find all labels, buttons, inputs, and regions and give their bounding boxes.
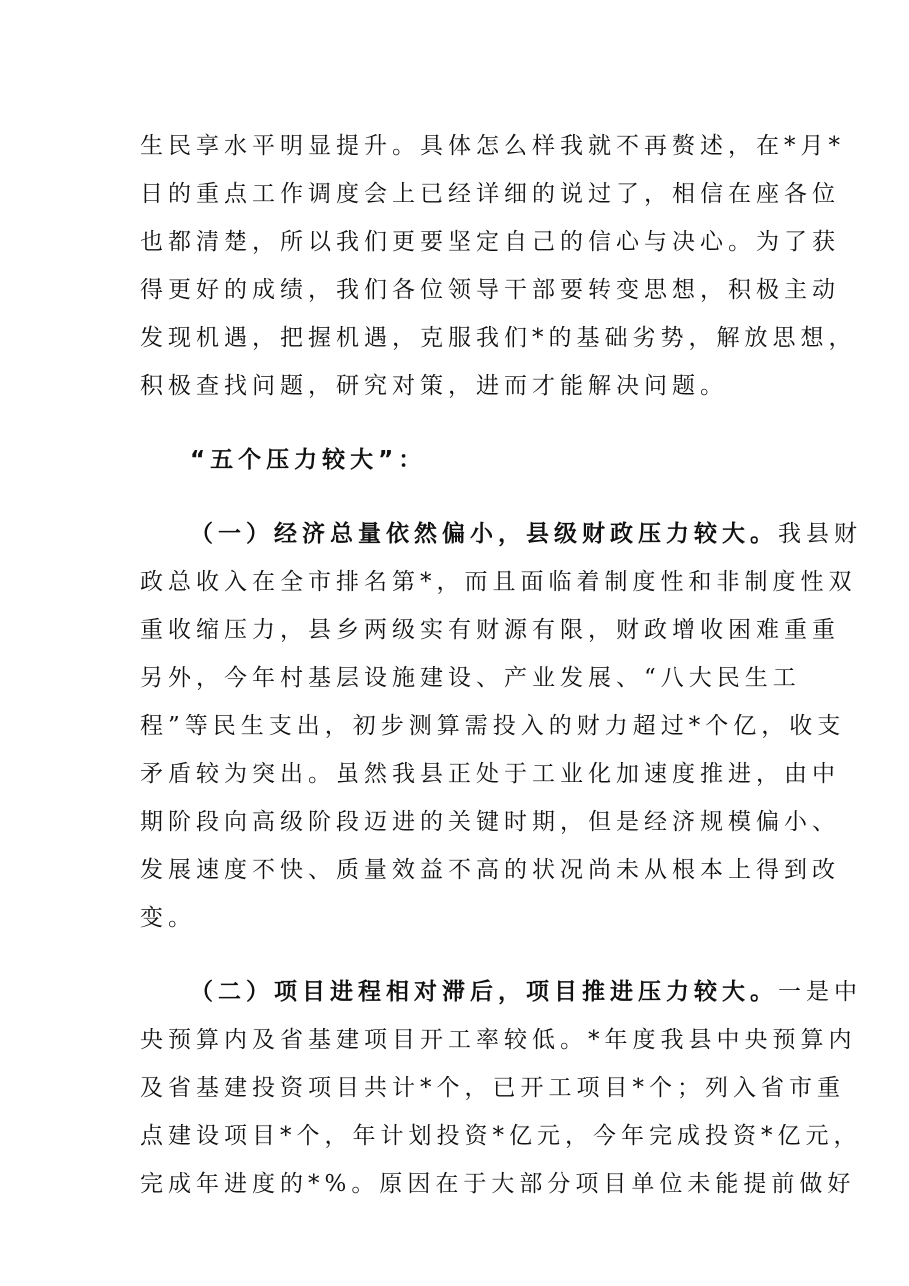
text-line: 点建设项目*个，年计划投资*亿元，今年完成投资*亿元， xyxy=(140,1123,862,1149)
text-line: 另外，今年村基层设施建设、产业发展、“八大民生工 xyxy=(140,665,801,691)
section-heading: “五个压力较大”： xyxy=(190,447,427,473)
text-line: 完成年进度的*%。原因在于大部分项目单位未能提前做好 xyxy=(140,1171,856,1197)
text-line: 变。 xyxy=(140,905,196,931)
text-line: 程”等民生支出，初步测算需投入的财力超过*个亿，收支 xyxy=(140,713,846,739)
paragraph-1 xyxy=(140,122,857,410)
text-line: 得更好的成绩，我们各位领导干部要转变思想，积极主动 xyxy=(140,277,840,303)
paragraph-item-1 xyxy=(140,510,862,942)
item-2-first-line xyxy=(140,968,862,1016)
text-line: 生民享水平明显提升。具体怎么样我就不再赘述，在*月* xyxy=(140,133,845,159)
text-line: 发展速度不快、质量效益不高的状况尚未从根本上得到改 xyxy=(140,857,840,883)
document-body xyxy=(140,122,862,1208)
text-line: 央预算内及省基建项目开工率较低。*年度我县中央预算内 xyxy=(140,1027,857,1053)
item-2-heading: （二）项目进程相对滞后，项目推进压力较大。 xyxy=(190,979,778,1005)
item-1-first-line xyxy=(140,510,862,558)
text-line: 积极查找问题，研究对策，进而才能解决问题。 xyxy=(140,373,728,399)
text-line: 矛盾较为突出。虽然我县正处于工业化加速度推进，由中 xyxy=(140,761,840,787)
text-line: 日的重点工作调度会上已经详细的说过了，相信在座各位 xyxy=(140,181,840,207)
text-line: 也都清楚，所以我们更要坚定自己的信心与决心。为了获 xyxy=(140,229,840,255)
item-2-first-line-rest: 一是中 xyxy=(778,979,862,1005)
paragraph-item-2 xyxy=(140,968,862,1208)
text-line: 发现机遇，把握机遇，克服我们*的基础劣势，解放思想， xyxy=(140,325,857,351)
text-line: 期阶段向高级阶段迈进的关键时期，但是经济规模偏小、 xyxy=(140,809,840,835)
item-1-heading: （一）经济总量依然偏小，县级财政压力较大。 xyxy=(190,521,778,547)
item-1-first-line-rest: 我县财 xyxy=(778,521,862,547)
text-line: 及省基建投资项目共计*个，已开工项目*个；列入省市重 xyxy=(140,1075,845,1101)
text-line: 重收缩压力，县乡两级实有财源有限，财政增收困难重重 xyxy=(140,617,840,643)
text-line: 政总收入在全市排名第*，而且面临着制度性和非制度性双 xyxy=(140,569,857,595)
